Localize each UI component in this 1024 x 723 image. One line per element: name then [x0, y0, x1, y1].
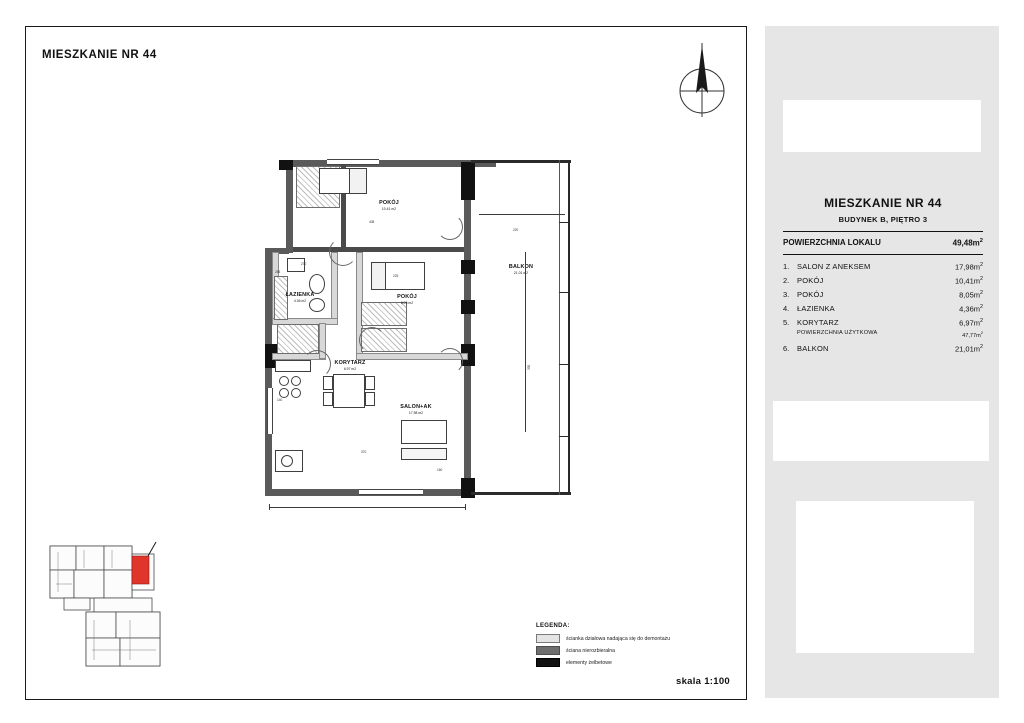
legend-item-reinforced [536, 658, 736, 667]
total-area-value: $49,48m^2$ [952, 238, 983, 248]
legend-label-demountable: ścianka działowa nadająca się do demontażu [566, 635, 671, 642]
legend-label-reinforced: elementy żelbetowe [566, 659, 612, 666]
window-pokoj1 [327, 159, 379, 165]
room-value: $4,36m^2$ [959, 303, 983, 314]
wall-exterior-right [464, 160, 471, 496]
key-plan [44, 540, 204, 672]
furniture-nightstand-pokoj1 [349, 168, 367, 194]
balcony-rail-tick-1 [559, 222, 570, 223]
room-area-row [783, 290, 983, 300]
dimension-line-top [479, 214, 565, 215]
dimension-line-bottom [269, 507, 465, 508]
dimension-tick-left [269, 504, 270, 510]
room-name: POKÓJ [797, 290, 824, 300]
rc-column-top-right [461, 162, 475, 200]
room-label-pokoj-2: POKÓJ 8.05 m2 [397, 294, 417, 305]
furniture-sofa [401, 420, 447, 444]
wall-exterior-left-jog [265, 248, 272, 326]
furniture-table [333, 374, 365, 408]
rc-column-right-1 [461, 260, 475, 274]
room-number: 3. [783, 290, 790, 300]
fixture-burner-4 [291, 388, 301, 398]
sheet-title: MIESZKANIE NR 44 [42, 49, 157, 61]
window-salon-left [267, 388, 273, 434]
divider-top [783, 231, 983, 232]
wall-partition-pokoj1-bottom [293, 247, 464, 252]
legend-label-structural: ściana nierozbieralna [566, 647, 616, 654]
room-label-pokoj-1: POKÓJ 10.41 m2 [379, 200, 399, 211]
panel-blank-bottom [796, 501, 974, 653]
usable-area-value: $47,77m^2$ [962, 329, 983, 339]
dimension-225: 225 [393, 274, 399, 278]
room-number: 2. [783, 276, 790, 286]
dimension-line-right [525, 252, 526, 432]
rc-column-right-2 [461, 300, 475, 314]
panel-blank-top [783, 100, 981, 152]
hatch-wall-pokoj2 [361, 302, 407, 326]
room-area-row [783, 318, 983, 328]
room-value: $6,97m^2$ [959, 317, 983, 328]
fixture-toilet [309, 274, 325, 294]
furniture-chair-2 [323, 392, 333, 406]
door-arc-pokoj2 [359, 327, 385, 353]
dimension-330: 330 [527, 364, 531, 370]
room-number: 6. [783, 344, 790, 354]
usable-area-row [797, 330, 983, 339]
rc-column-bottom-right [461, 478, 475, 498]
room-value: $10,41m^2$ [954, 275, 983, 286]
floor-plan-drawing [241, 152, 586, 522]
room-value: $17,98m^2$ [954, 261, 983, 272]
fixture-burner-3 [279, 388, 289, 398]
window-salon-bottom [359, 489, 423, 495]
dimension-285: 285 [275, 270, 281, 274]
room-name: BALKON [797, 344, 829, 354]
dimension-140: 140 [277, 398, 283, 402]
room-name: ŁAZIENKA [797, 304, 835, 314]
rc-column-top-left [279, 160, 293, 170]
room-number: 5. [783, 318, 790, 328]
furniture-chair-1 [323, 376, 333, 390]
balcony-rail-tick-3 [559, 364, 570, 365]
balcony-rail-inner [559, 160, 560, 495]
legend-item-demountable [536, 634, 736, 643]
legend-swatch-light [536, 634, 560, 643]
legend-swatch-dark [536, 646, 560, 655]
room-label-balkon: BALKON 21.01 m2 [508, 264, 534, 275]
room-value: $21,01m^2$ [954, 343, 983, 354]
dimension-370: 370 [361, 450, 367, 454]
fixture-counter-top [275, 360, 311, 372]
fixture-oven-knob [281, 455, 293, 467]
scale-label: skala 1:100 [675, 676, 730, 687]
panel-title: MIESZKANIE NR 44 [824, 196, 942, 210]
balcony-rail-tick-4 [559, 436, 570, 437]
total-area-row [783, 238, 983, 248]
furniture-nightstand-pokoj2 [371, 262, 386, 290]
room-label-lazienka: ŁAZIENKA 4.36 m2 [285, 292, 315, 303]
fixture-stove-mark [321, 450, 335, 464]
balcony-rail-tick-2 [559, 292, 570, 293]
room-number: 4. [783, 304, 790, 314]
fixture-burner-2 [291, 376, 301, 386]
legend-item-structural [536, 646, 736, 655]
panel-subtitle: BUDYNEK B, PIĘTRO 3 [838, 215, 928, 224]
room-area-row [783, 344, 983, 354]
room-value: $8,05m^2$ [959, 289, 983, 300]
room-number: 1. [783, 262, 790, 272]
room-label-korytarz: KORYTARZ 6.97 m2 [334, 360, 366, 371]
dimension-tick-right [465, 504, 466, 510]
room-area-row [783, 276, 983, 286]
dimension-270: 270 [301, 262, 307, 266]
room-name: KORYTARZ [797, 318, 839, 328]
info-panel [765, 26, 999, 698]
room-area-list [783, 262, 983, 353]
panel-blank-middle [773, 401, 989, 461]
wall-exterior-left-mid [286, 207, 293, 253]
door-arc-salon-balcony [437, 348, 463, 374]
legend-swatch-black [536, 658, 560, 667]
room-area-row [783, 304, 983, 314]
balcony-edge-bottom [471, 492, 571, 495]
door-arc-pokoj1 [329, 238, 357, 266]
wall-left-lower [265, 320, 272, 344]
legend [536, 623, 736, 670]
dimension-408: 408 [369, 220, 375, 224]
usable-area-label: POWIERZCHNIA UŻYTKOWA [797, 329, 878, 336]
door-arc-balcony [437, 214, 463, 240]
furniture-chair-4 [365, 392, 375, 406]
balcony-rail-outer [568, 160, 570, 495]
balcony-edge-top [471, 160, 571, 163]
dimension-160: 160 [437, 468, 443, 472]
furniture-coffee-table [401, 448, 447, 460]
north-compass-icon [672, 41, 732, 119]
dimension-220: 220 [513, 228, 519, 232]
room-area-row [783, 262, 983, 272]
legend-title: LEGENDA: [536, 623, 570, 629]
room-name: POKÓJ [797, 276, 824, 286]
room-name: SALON Z ANEKSEM [797, 262, 871, 272]
drawing-sheet [25, 26, 747, 700]
room-label-salon: SALON+AK 17.98 m2 [400, 404, 432, 415]
divider-mid [783, 254, 983, 255]
fixture-burner-1 [279, 376, 289, 386]
furniture-chair-3 [365, 376, 375, 390]
apartment-info-card [783, 196, 983, 358]
total-area-label: POWIERZCHNIA LOKALU [783, 238, 881, 247]
